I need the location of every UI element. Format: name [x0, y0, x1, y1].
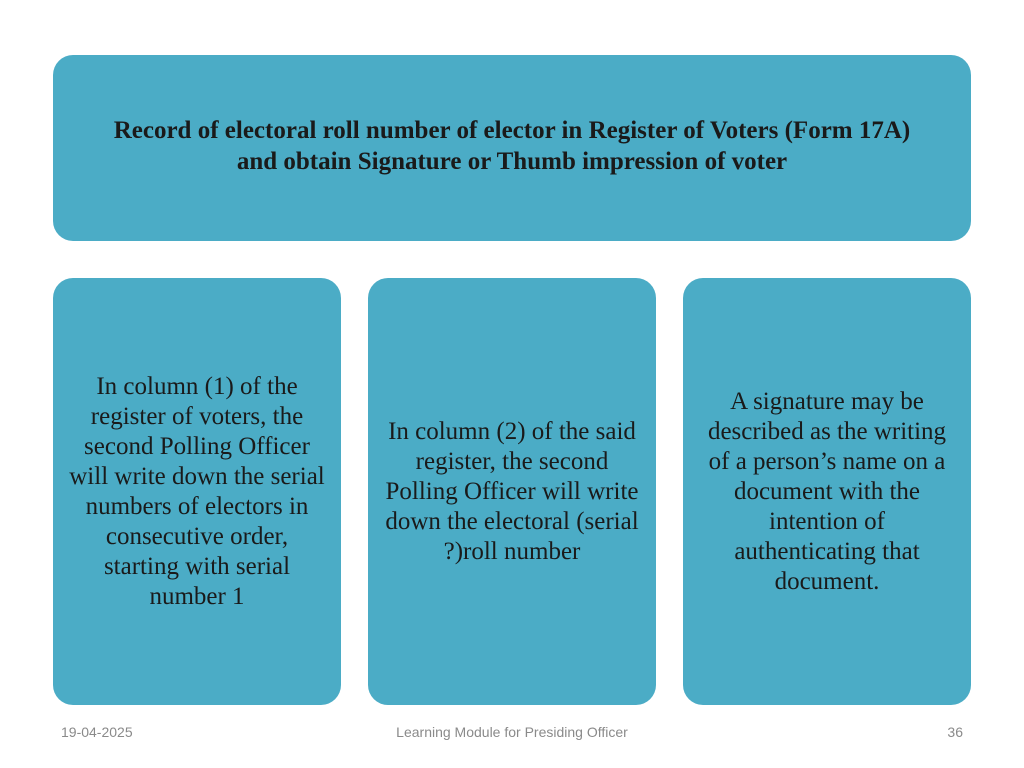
column-1-text: In column (1) of the register of voters, the second Polling Officer will write down the serial numbers of electors in consecutive order, starting with serial number 1: [69, 372, 325, 610]
footer-title: Learning Module for Presiding Officer: [396, 724, 628, 740]
column-box-2: [368, 278, 656, 705]
footer-date: 19-04-2025: [61, 724, 133, 740]
footer-page-number: 36: [947, 724, 963, 740]
header-title: Record of electoral roll number of elector in Register of Voters (Form 17A) and obtain Signature or Thumb impression of voter: [113, 117, 911, 175]
column-box-1: [53, 278, 341, 705]
column-box-3: [683, 278, 971, 705]
header-box: [53, 55, 971, 241]
column-3-text: A signature may be described as the writing of a person’s name on a document with the intention of authenticating that document.: [707, 387, 947, 595]
column-2-text: In column (2) of the said register, the second Polling Officer will write down the electoral (serial ?)roll number: [385, 417, 639, 565]
